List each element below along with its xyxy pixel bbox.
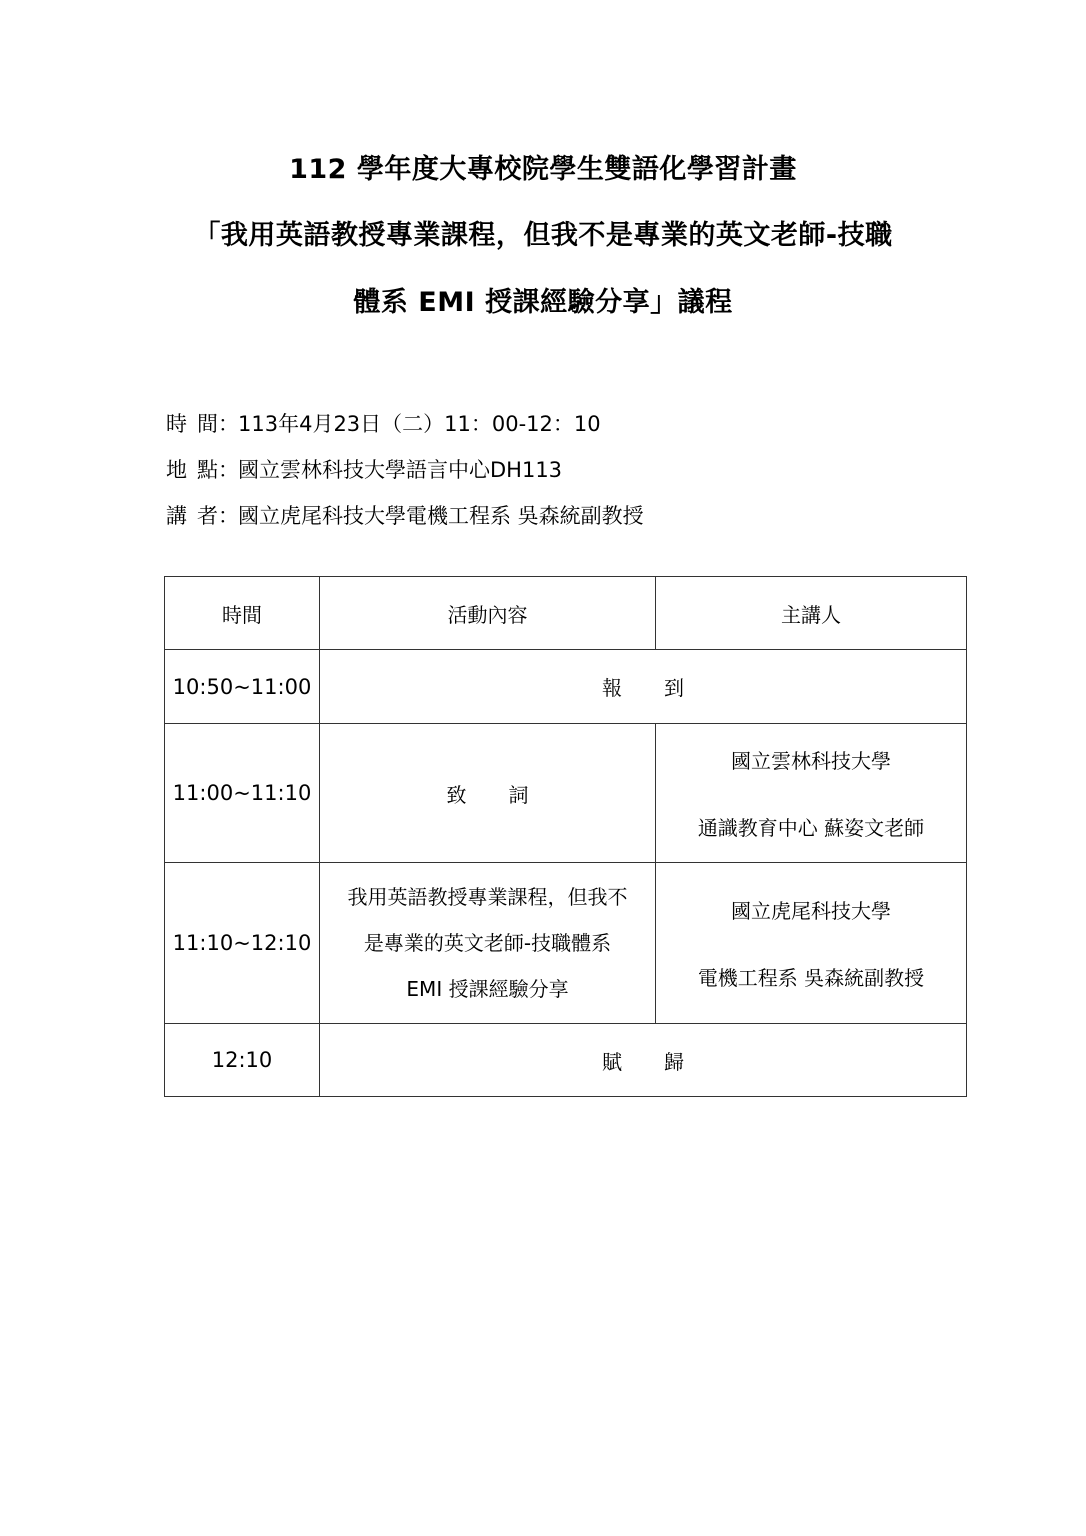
header-time: 時間 [165,577,320,650]
info-time [166,408,601,438]
activity-line: EMI 授課經驗分享 [406,977,569,1001]
row-time: 12:10 [165,1024,320,1097]
table-row [165,724,967,863]
activity-char: 歸 [664,1049,684,1074]
info-speaker-value: 國立虎尾科技大學電機工程系 吳森統副教授 [238,504,644,528]
speaker-name: 電機工程系 吳森統副教授 [697,966,925,990]
table-row [165,650,967,724]
document-title-line-2: 「我用英語教授專業課程，但我不是專業的英文老師-技職 [193,220,893,251]
info-place-value: 國立雲林科技大學語言中心DH113 [238,458,563,482]
info-speaker-colon: ： [218,504,239,528]
info-place [166,454,562,484]
row-time: 11:00~11:10 [165,724,320,863]
activity-char: 賦 [602,1049,622,1074]
row-time: 10:50~11:00 [165,650,320,724]
info-time-colon: ： [218,412,239,436]
header-activity: 活動內容 [320,577,656,650]
document-title-line-1: 112 學年度大專校院學生雙語化學習計畫 [289,154,797,185]
row-activity [320,650,967,724]
row-activity [320,863,656,1024]
activity-line: 我用英語教授專業課程，但我不 [347,885,628,909]
speaker-name: 通識教育中心 蘇姿文老師 [697,816,925,840]
info-speaker-label: 講 者 [166,504,218,528]
row-speaker [656,724,967,863]
info-speaker [166,500,644,530]
document-title-line-3: 體系 EMI 授課經驗分享」議程 [353,287,733,318]
row-activity [320,1024,967,1097]
agenda-table [164,576,967,1097]
row-time: 11:10~12:10 [165,863,320,1024]
table-row [165,1024,967,1097]
info-time-label: 時 間 [166,412,218,436]
table-row [165,863,967,1024]
activity-line: 是專業的英文老師-技職體系 [363,931,612,955]
speaker-affiliation: 國立雲林科技大學 [731,749,891,773]
activity-char: 詞 [508,782,529,807]
info-place-colon: ： [218,458,239,482]
speaker-affiliation: 國立虎尾科技大學 [731,899,891,923]
activity-char: 報 [602,676,622,700]
row-activity [320,724,656,863]
info-time-value: 113年4月23日（二）11：00-12：10 [238,412,601,436]
header-speaker: 主講人 [656,577,967,650]
activity-char: 致 [446,782,467,807]
table-header-row [165,577,967,650]
activity-char: 到 [664,676,684,700]
info-place-label: 地 點 [166,458,218,482]
row-speaker [656,863,967,1024]
